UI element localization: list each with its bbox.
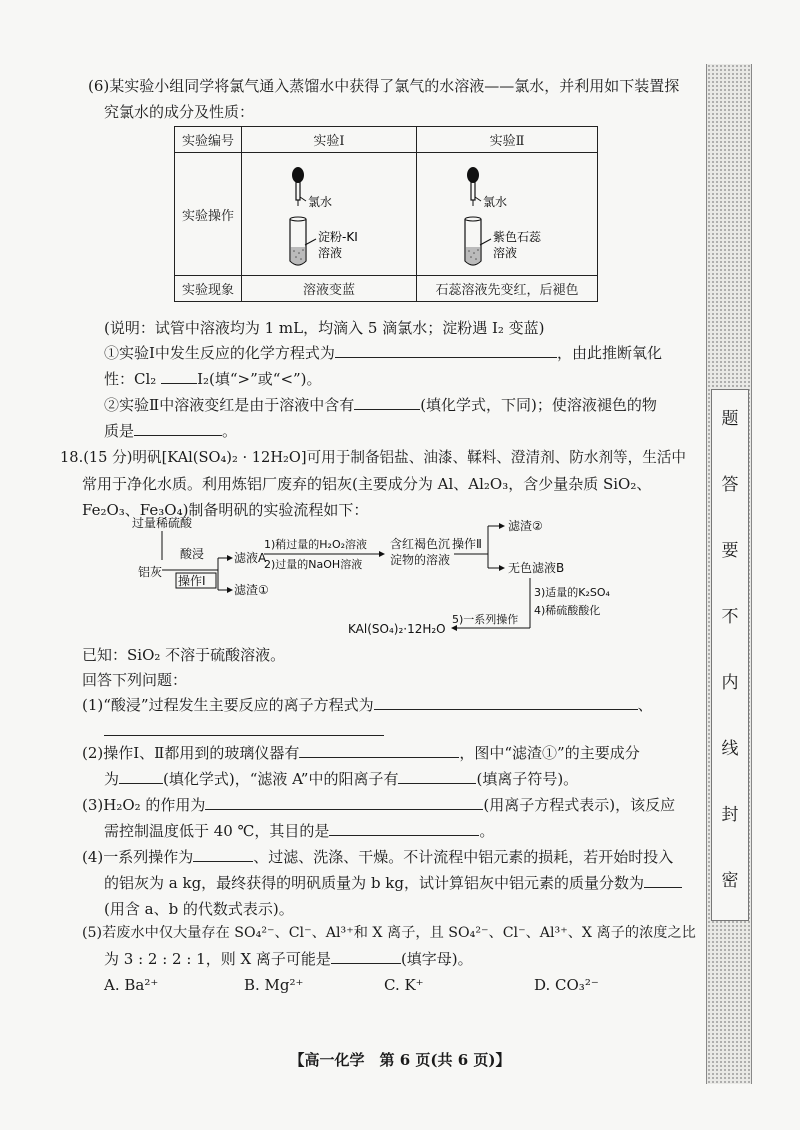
q17-6-part2-line1: ②实验Ⅱ中溶液变红是由于溶液中含有 (填化学式，下同)；使溶液褪色的物 [104,396,657,414]
binding-notice [711,389,749,921]
flow-residue-2: 滤渣② [508,519,543,533]
binding-char: 内 [721,673,739,693]
q18-sub5-line1: (5)若废水中仅大量存在 SO₄²⁻、Cl⁻、Al³⁺和 X 离子，且 SO₄²⁻、Cl⁻、Al³⁺、X 离子的浓度之比 [82,925,696,941]
answer-blank[interactable] [335,343,557,358]
flow-reagent: 过量稀硫酸 [132,516,193,530]
q18-sub2-line1: (2)操作Ⅰ、Ⅱ都用到的玻璃仪器有 ，图中“滤渣①”的主要成分 [82,744,640,762]
answer-blank[interactable] [299,743,459,758]
flow-op2: 操作Ⅱ [452,537,482,551]
option-d[interactable]: D. CO₃²⁻ [534,976,599,994]
answer-blank[interactable] [331,949,401,964]
binding-char: 封 [721,805,739,825]
q18-sub5-line2: 为 3 : 2 : 2 : 1，则 X 离子可能是 (填字母)。 [104,950,473,968]
flow-step2: 2)过量的NaOH溶液 [264,558,363,571]
exp2-apparatus-cell [417,153,598,276]
answer-blank[interactable] [104,735,384,736]
flow-op1: 操作Ⅰ [178,574,206,588]
q18-sub3-line2: 需控制温度低于 40 ℃，其目的是 。 [104,822,495,840]
flow-start-material: 铝灰 [138,565,163,579]
answer-blank[interactable] [354,395,420,410]
flow-step5: 5)一系列操作 [452,613,519,626]
flow-mid-1: 含红褐色沉 [390,537,451,551]
q18-sub2-line2: 为 (填化学式)，“滤液 A”中的阳离子有 (填离子符号)。 [104,770,579,788]
flow-acid-leach: 酸浸 [180,547,205,561]
q17-6-part1-line1: ①实验Ⅰ中发生反应的化学方程式为 ，由此推断氧化 [104,344,662,362]
flow-step1: 1)稍过量的H₂O₂溶液 [264,538,368,551]
q18-sub4-line3: (用含 a、b 的代数式表示)。 [104,900,294,918]
q17-6-note: (说明：试管中溶液均为 1 mL，均滴入 5 滴氯水；淀粉遇 I₂ 变蓝) [104,319,545,337]
flow-step4: 4)稀硫酸酸化 [534,604,601,617]
exp1-solution-label-1: 淀粉-KI [318,230,358,244]
q18-sub1-line1: (1)“酸浸”过程发生主要反应的离子方程式为 、 [82,696,653,714]
table-row-operation: 实验操作 [175,153,242,276]
answer-blank[interactable] [119,769,163,784]
page-footer: 【高一化学 第 6 页(共 6 页)】 [289,1051,511,1069]
answer-blank[interactable] [205,795,483,810]
binding-char: 答 [721,475,739,495]
exp1-solution-label-2: 溶液 [318,246,343,260]
exp1-apparatus-diagram [242,153,416,275]
option-c[interactable]: C. K⁺ [384,976,424,994]
exp2-apparatus-diagram [417,153,597,275]
exp2-dropper-label: 氯水 [483,195,508,209]
exp1-observation: 溶液变蓝 [242,276,417,302]
q18-stem-line3: Fe₂O₃、Fe₃O₄)制备明矾的实验流程如下： [82,501,369,519]
table-row-observation: 实验现象 [175,276,242,302]
answer-blank[interactable] [134,421,222,436]
flow-step3: 3)适量的K₂SO₄ [534,586,610,599]
binding-char: 要 [721,541,739,561]
test-tube-icon [465,217,481,265]
exp1-dropper-label: 氯水 [308,195,333,209]
answer-blank[interactable] [161,369,197,384]
binding-char: 线 [721,739,739,759]
q17-6-part1-line2: 性：Cl₂ I₂(填“>”或“<”)。 [104,370,322,388]
flow-mid-2: 淀物的溶液 [390,553,451,567]
flow-filtrate-b: 无色滤液B [508,561,565,575]
answer-blank[interactable] [193,847,253,862]
exp1-apparatus-cell [242,153,417,276]
binding-strip [706,64,752,1084]
dropper-icon [467,167,479,206]
answer-blank[interactable] [398,769,476,784]
flow-product: KAl(SO₄)₂·12H₂O [348,622,446,636]
flow-filtrate-a: 滤液A [234,551,267,565]
dropper-icon [292,167,304,206]
q17-6-intro-line2: 究氯水的成分及性质： [104,103,255,121]
q18-stem-line2: 常用于净化水质。利用炼铝厂废弃的铝灰(主要成分为 Al、Al₂O₃，含少量杂质 SiO₂、 [82,475,652,493]
q18-sub3-line1: (3)H₂O₂ 的作用为 (用离子方程式表示)，该反应 [82,796,676,814]
q18-sub4-line2: 的铝灰为 a kg，最终获得的明矾质量为 b kg，试计算铝灰中铝元素的质量分数为 [104,873,682,893]
process-flowchart [100,510,610,650]
option-b[interactable]: B. Mg²⁺ [244,976,304,994]
q17-6-intro-line1: (6)某实验小组同学将氯气通入蒸馏水中获得了氯气的水溶液——氯水，并利用如下装置探 [88,77,680,95]
answer-blank[interactable] [374,695,638,710]
answer-blank[interactable] [329,821,479,836]
q17-6-part2-line2: 质是 。 [104,422,238,440]
test-tube-icon [290,217,306,265]
exp2-observation: 石蕊溶液先变红，后褪色 [417,276,598,302]
table-header-id: 实验编号 [175,127,242,153]
option-a[interactable]: A. Ba²⁺ [104,976,159,994]
q18-stem-line1: 18.(15 分)明矾[KAl(SO₄)₂ · 12H₂O]可用于制备铝盐、油漆、鞣料、澄清剂、防水剂等，生活中 [60,449,687,466]
table-header-exp1: 实验Ⅰ [242,127,417,153]
binding-char: 题 [721,409,739,429]
q18-answer-prompt: 回答下列问题： [82,671,188,689]
answer-blank[interactable] [644,873,682,888]
flow-residue-1: 滤渣① [234,583,269,597]
table-header-exp2: 实验Ⅱ [417,127,598,153]
q18-known: 已知：SiO₂ 不溶于硫酸溶液。 [82,646,286,664]
binding-char: 密 [721,871,739,891]
q18-sub4-line1: (4)一系列操作为 、过滤、洗涤、干燥。不计流程中铝元素的损耗，若开始时投入 [82,848,674,866]
exp2-solution-label-1: 紫色石蕊 [493,230,542,244]
experiment-table [174,126,598,302]
exp2-solution-label-2: 溶液 [493,246,518,260]
binding-char: 不 [721,607,739,627]
